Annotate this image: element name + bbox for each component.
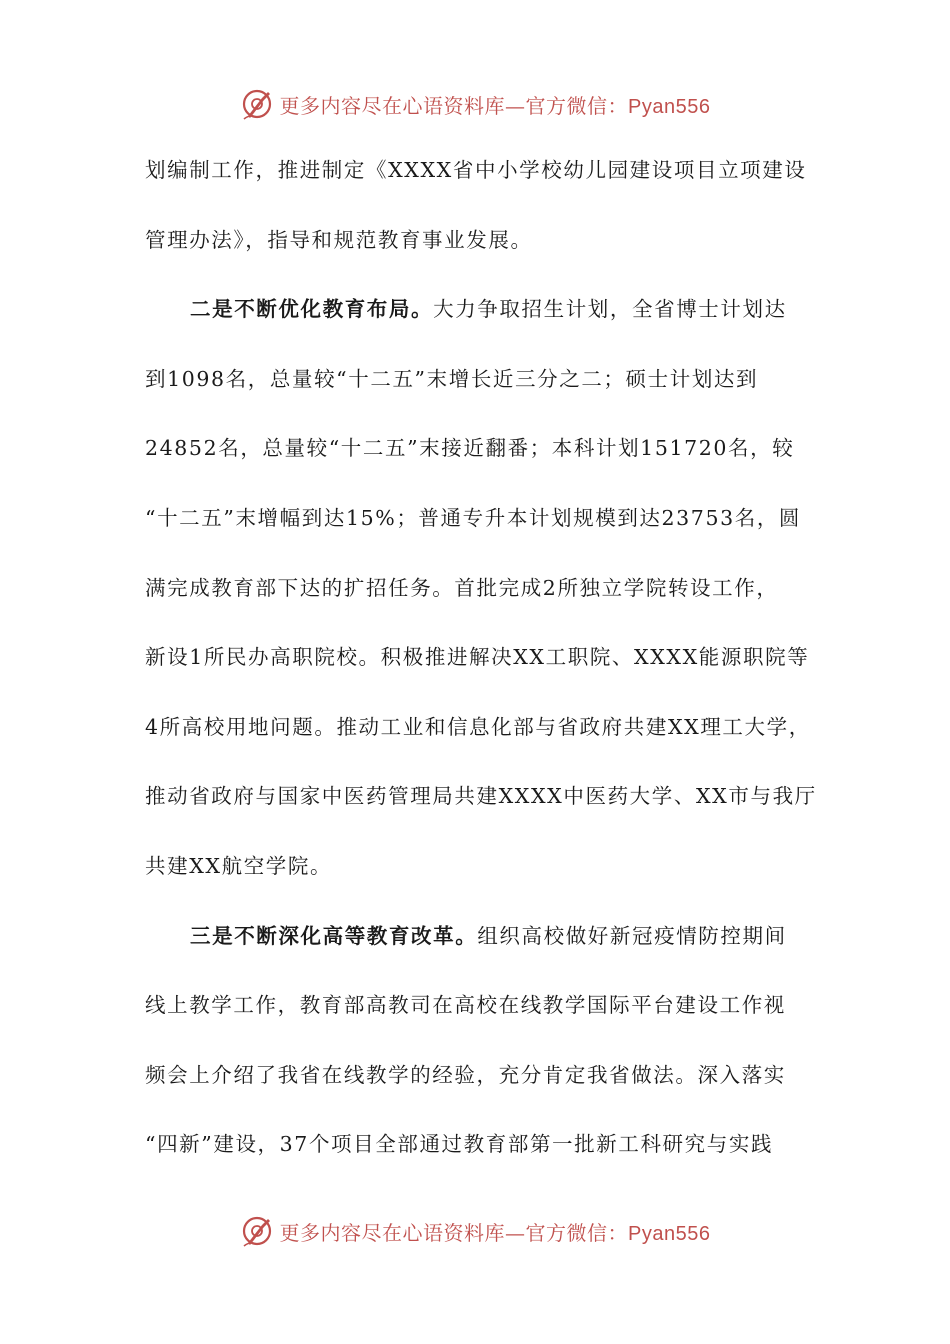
paragraph-line: 推动省政府与国家中医药管理局共建XXXX中医药大学、XX市与我厅 (145, 784, 817, 809)
paragraph-line: 满完成教育部下达的扩招任务。首批完成2所独立学院转设工作， (145, 575, 779, 600)
pen-nib-logo-icon (240, 86, 276, 122)
paragraph-line: 线上教学工作，教育部高教司在高校在线教学国际平台建设工作视 (145, 993, 786, 1018)
section-heading: 二是不断优化教育布局。 (190, 297, 434, 322)
header-banner-text: 更多内容尽在心语资料库—官方微信：Pyan556 (279, 93, 711, 118)
paragraph-line: 管理办法》，指导和规范教育事业发展。 (145, 227, 533, 252)
paragraph-line: 24852名，总量较“十二五”末接近翻番；本科计划151720名，较 (145, 436, 795, 461)
paragraph-line: 划编制工作，推进制定《XXXX省中小学校幼儿园建设项目立项建设 (145, 158, 807, 182)
paragraph-line: “十二五”末增幅到达15%；普通专升本计划规模到达23753名，圆 (145, 505, 802, 530)
paragraph-line: 三是不断深化高等教育改革。组织高校做好新冠疫情防控期间 (190, 923, 787, 948)
paragraph-line: 频会上介绍了我省在线教学的经验，充分肯定我省做法。深入落实 (145, 1062, 786, 1087)
paragraph-line: 4所高校用地问题。推动工业和信息化部与省政府共建XX理工大学， (145, 714, 811, 739)
paragraph-line: 二是不断优化教育布局。大力争取招生计划，全省博士计划达 (190, 297, 787, 322)
document-body (145, 140, 817, 1184)
footer-banner (0, 1211, 950, 1251)
paragraph-line: 共建XX航空学院。 (145, 853, 333, 878)
header-banner (0, 84, 950, 124)
footer-banner-text: 更多内容尽在心语资料库—官方微信：Pyan556 (279, 1220, 711, 1245)
pen-nib-logo-icon (240, 1213, 276, 1249)
paragraph-line: “四新”建设，37个项目全部通过教育部第一批新工科研究与实践 (145, 1132, 774, 1157)
paragraph-line: 新设1所民办高职院校。积极推进解决XX工职院、XXXX能源职院等 (145, 645, 810, 670)
footer-wechat-id: Pyan556 (628, 1222, 711, 1245)
paragraph-line: 到1098名，总量较“十二五”末增长近三分之二；硕士计划达到 (145, 366, 759, 391)
header-wechat-id: Pyan556 (628, 95, 711, 118)
section-heading: 三是不断深化高等教育改革。 (190, 923, 478, 948)
